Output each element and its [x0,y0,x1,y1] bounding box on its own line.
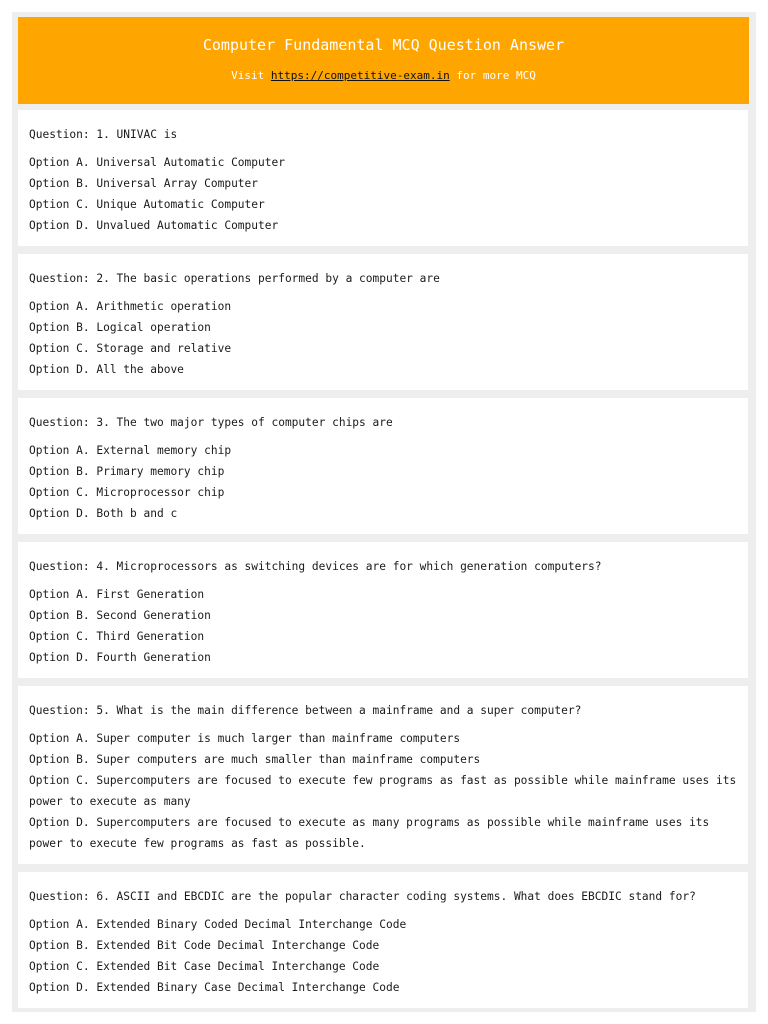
question-card-4 [18,542,748,678]
visit-suffix: for more MCQ [456,69,536,82]
option-b: Option B. Universal Array Computer [29,177,259,190]
option-d: Option D. Extended Binary Case Decimal Interchange Code [29,981,400,994]
option-c: Option C. Unique Automatic Computer [29,198,265,211]
question-card-3 [18,398,748,534]
option-d: Option D. Fourth Generation [29,651,211,664]
option-c: Option C. Storage and relative [29,342,232,355]
option-d: Option D. All the above [29,363,184,376]
question-card-1 [18,110,748,246]
page-header [18,17,749,104]
option-a: Option A. First Generation [29,588,205,601]
site-link[interactable]: https://competitive-exam.in [270,69,450,82]
option-a: Option A. External memory chip [29,444,232,457]
question-text: Question: 1. UNIVAC is [29,128,178,141]
option-b: Option B. Super computers are much smaller than mainframe computers [29,753,481,766]
question-text: Question: 4. Microprocessors as switching devices are for which generation computers? [29,560,602,573]
option-a: Option A. Arithmetic operation [29,300,232,313]
header-subtitle [18,69,749,83]
question-card-6 [18,872,748,1008]
question-text: Question: 2. The basic operations performed by a computer are [29,272,440,285]
question-text: Question: 6. ASCII and EBCDIC are the popular character coding systems. What does EBCDIC stand for? [29,890,696,903]
option-c: Option C. Third Generation [29,630,205,643]
question-text: Question: 5. What is the main difference between a mainframe and a super computer? [29,704,582,717]
visit-prefix: Visit [231,69,265,82]
option-a: Option A. Universal Automatic Computer [29,156,285,169]
option-b: Option B. Primary memory chip [29,465,225,478]
option-a: Option A. Extended Binary Coded Decimal Interchange Code [29,918,407,931]
question-list [18,110,748,1016]
option-c: Option C. Supercomputers are focused to execute few programs as fast as possible while mainframe uses its power to execute as many [29,774,743,808]
option-d: Option D. Both b and c [29,507,178,520]
question-text: Question: 3. The two major types of computer chips are [29,416,393,429]
option-c: Option C. Extended Bit Case Decimal Interchange Code [29,960,380,973]
question-card-5 [18,686,748,864]
option-a: Option A. Super computer is much larger than mainframe computers [29,732,461,745]
option-b: Option B. Second Generation [29,609,211,622]
option-b: Option B. Extended Bit Code Decimal Interchange Code [29,939,380,952]
page-title: Computer Fundamental MCQ Question Answer [202,36,565,54]
option-c: Option C. Microprocessor chip [29,486,225,499]
option-d: Option D. Unvalued Automatic Computer [29,219,279,232]
option-d: Option D. Supercomputers are focused to execute as many programs as possible while mainframe uses its power to execute few programs as fast as possible. [29,816,717,850]
question-card-2 [18,254,748,390]
option-b: Option B. Logical operation [29,321,211,334]
